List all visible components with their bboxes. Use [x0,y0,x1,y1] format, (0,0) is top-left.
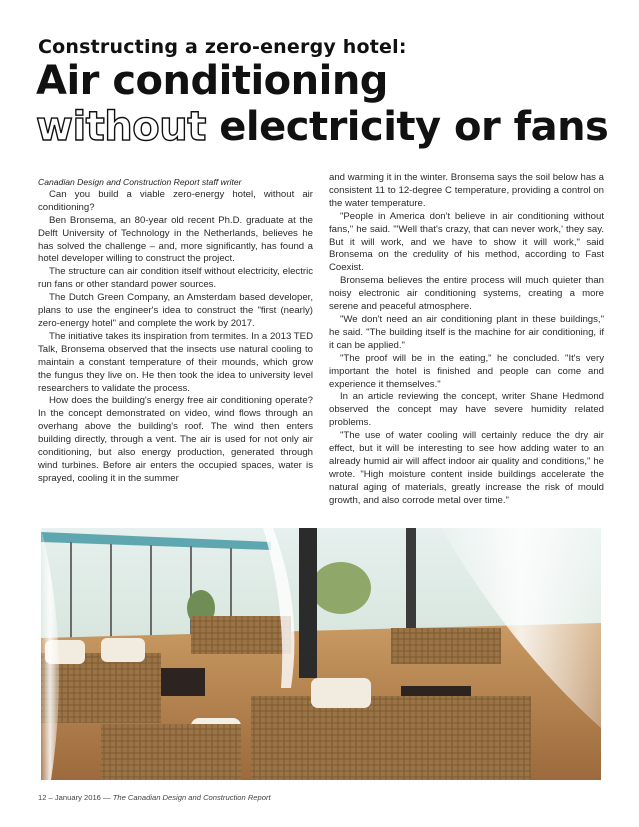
paragraph: The Dutch Green Company, an Amsterdam based developer, plans to use the engineer's idea to construct the "first (nearly) zero-energy hotel" and complete the work by 2017. [38,292,313,329]
sofa-back [191,616,291,654]
paragraph: How does the building's energy free air conditioning operate? In the concept demonstrated on video, wind flows through an overhang above the building's roof. The wind then enters building directly, through a vent. The air is used for not only air conditioning, but also energy production, generated through wind turbines. Before air enters the occupied spaces, water is sprayed, cooling it in the summer [38,395,313,484]
paragraph: "People in America don't believe in air conditioning without fans," he said. "'Well that's crazy, that can never work,' they say. But it will work, and we have to show it will work," said Bronsema on the credulity of his method, according to Fast Coexist. [329,210,604,274]
paragraph: In an article reviewing the concept, writer Shane Hedmond observed the concept may have severe humidity related problems. [329,391,604,429]
headline-line-1: Air conditioning [36,58,388,104]
paragraph: "We don't need an air conditioning plant in these buildings," he said. "The building itself is the machine for air conditioning, if it can be applied." [329,313,604,351]
headline-outline-word: without [36,104,206,150]
footer-publication: The Canadian Design and Construction Report [112,793,271,802]
pillar [299,528,317,678]
page-footer [38,793,271,802]
cushion [311,678,371,708]
article-headline [36,58,608,150]
paragraph: The initiative takes its inspiration from termites. In a 2013 TED Talk, Bronsema observed that the insects use natural cooling to maintain a constant temperature of their mounds, which grow the fungus they live on. He then took the idea to university level researchers to validate the process. [38,330,313,394]
headline-line-2 [36,104,608,150]
paragraph: Bronsema believes the entire process will much quieter than noisy electronic air conditioning systems, creating a more serene and peaceful atmosphere. [329,275,604,313]
paragraph: Can you build a viable zero-energy hotel, without air conditioning? [38,188,313,213]
sofa-right-back [391,628,501,664]
sofa-front [251,696,531,780]
article-column-left [38,176,313,486]
footer-page-info: 12 – January 2016 — [38,793,113,802]
paragraph: "The use of water cooling will certainly reduce the dry air effect, but it will be interesting to see how adding water to an already humid air will affect indoor air quality and conditions," he wrote. "High moisture content inside buildings accelerate the natural aging of materials, greatly increase the risk of mould growth, and also corrode metal over time." [329,430,604,506]
hotel-lounge-photo [41,528,601,780]
paragraph: The structure can air condition itself without electricity, electric run fans or other standard power sources. [38,266,313,291]
paragraph: "The proof will be in the eating," he concluded. "It's very important the hotel is finished and people can come and experience it themselves." [329,352,604,390]
article-column-right [329,172,604,508]
paragraph: Ben Bronsema, an 80-year old recent Ph.D. graduate at the Delft University of Technology in the Netherlands, believes he has solved the challenge – and, more significantly, has found a hotel developer willing to construct the project. [38,214,313,265]
coffee-table [161,668,205,696]
cushion [101,638,145,662]
hotel-lounge-illustration [41,528,601,780]
tree [311,562,371,614]
article-kicker: Constructing a zero-energy hotel: [38,36,407,58]
armchair-front [101,724,241,780]
byline: Canadian Design and Construction Report staff writer [38,177,242,187]
paragraph: and warming it in the winter. Bronsema says the soil below has a consistent 11 to 12-degree C temperature, providing a control on the water temperature. [329,172,604,209]
headline-line-2-rest: electricity or fans [205,104,609,150]
